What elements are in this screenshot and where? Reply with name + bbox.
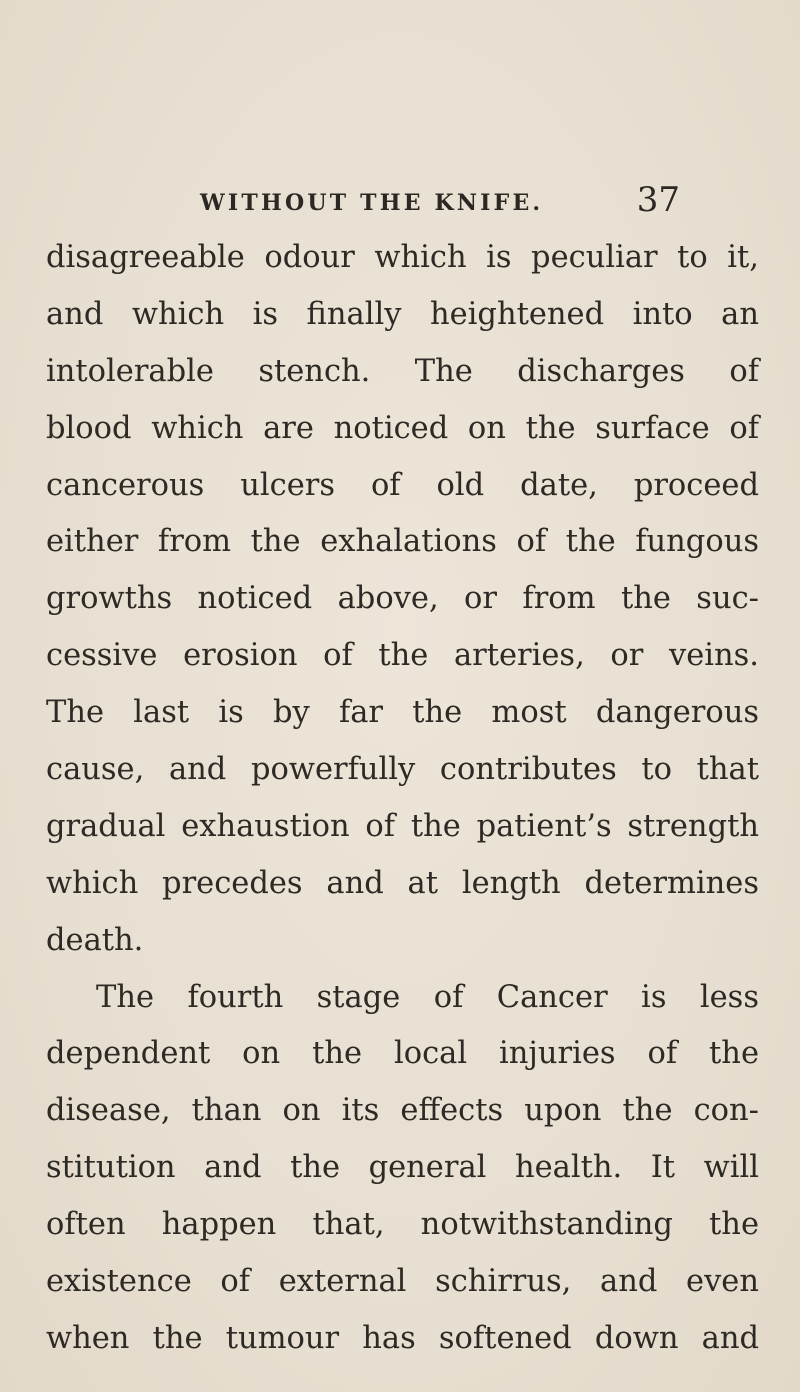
page-number: 37: [636, 180, 680, 220]
text-line: The last is by far the most dangerous: [46, 695, 759, 731]
text-line: disease, than on its effects upon the con-: [46, 1093, 759, 1129]
text-line: cancerous ulcers of old date, proceed: [46, 467, 759, 503]
text-line: dependent on the local injuries of the: [46, 1036, 759, 1072]
text-line: cessive erosion of the arteries, or veins.: [46, 638, 759, 674]
text-line: often happen that, notwithstanding the: [46, 1207, 759, 1243]
text-line: when the tumour has softened down and: [46, 1320, 759, 1356]
text-line: which precedes and at length determines: [46, 865, 759, 901]
text-line: gradual exhaustion of the patient’s strength: [46, 808, 759, 844]
text-line: intolerable stench. The discharges of: [46, 353, 759, 389]
text-line: either from the exhalations of the fungous: [46, 524, 759, 560]
text-line: stitution and the general health. It will: [46, 1150, 759, 1186]
text-line: death.: [46, 922, 144, 958]
paragraph-start-line: The fourth stage of Cancer is less: [96, 979, 759, 1015]
text-line: cause, and powerfully contributes to that: [46, 752, 759, 788]
text-line: and which is finally heightened into an: [46, 296, 759, 332]
body-text: [46, 230, 759, 1368]
text-line: disagreeable odour which is peculiar to it,: [46, 240, 759, 275]
text-line: growths noticed above, or from the suc-: [46, 581, 759, 617]
running-title: WITHOUT THE KNIFE.: [200, 190, 544, 216]
text-line: existence of external schirrus, and even: [46, 1264, 759, 1300]
text-line: blood which are noticed on the surface of: [46, 410, 759, 446]
running-head: [200, 180, 680, 226]
